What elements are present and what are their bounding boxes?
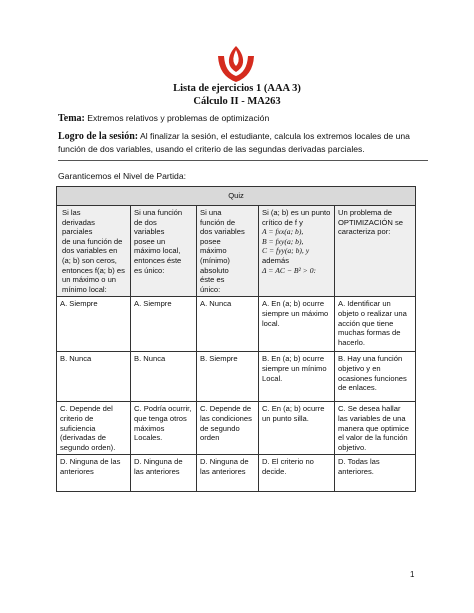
option-cell: B. En (a; b) ocurre siempre un mínimo Local. bbox=[259, 352, 335, 402]
answer-row-c bbox=[57, 402, 416, 455]
answer-row-a bbox=[57, 297, 416, 352]
question-row bbox=[57, 206, 416, 297]
option-cell: D. Todas las anteriores. bbox=[335, 455, 416, 492]
option-cell: C. Depende del criterio de suficiencia (derivadas de segundo orden). bbox=[57, 402, 131, 455]
answer-row-d bbox=[57, 455, 416, 492]
course-title: Cálculo II - MA263 bbox=[193, 96, 281, 107]
option-cell: D. Ninguna de las anteriores bbox=[197, 455, 259, 492]
document-title: Lista de ejercicios 1 (AAA 3) bbox=[173, 83, 301, 94]
quiz-table bbox=[56, 186, 416, 492]
question-1: Si las derivadas parciales de una función de dos variables en (a; b) son ceros, entonces f(a; b) es un máximo o un mínimo local: bbox=[57, 206, 131, 297]
option-cell: D. El criterio no decide. bbox=[259, 455, 335, 492]
intro-text: Garanticemos el Nivel de Partida: bbox=[58, 171, 187, 181]
tema-label: Tema: bbox=[58, 113, 85, 124]
tema-paragraph bbox=[58, 112, 428, 125]
page-number: 1 bbox=[410, 570, 415, 579]
option-cell: A. En (a; b) ocurre siempre un máximo local. bbox=[259, 297, 335, 352]
option-cell: C. Depende de las condiciones de segundo orden bbox=[197, 402, 259, 455]
option-cell: A. Siempre bbox=[57, 297, 131, 352]
option-cell: A. Siempre bbox=[131, 297, 197, 352]
question-4: Si (a; b) es un punto crítico de f y A = fxx(a; b), B = fxy(a; b), C = fyy(a; b), y además Δ = AC − B² > 0: bbox=[259, 206, 335, 297]
option-cell: D. Ninguna de las anteriores bbox=[57, 455, 131, 492]
option-cell: D. Ninguna de las anteriores bbox=[131, 455, 197, 492]
question-5: Un problema de OPTIMIZACIÓN se caracteriza por: bbox=[335, 206, 416, 297]
university-logo bbox=[214, 42, 258, 86]
question-3: Si una función de dos variables posee máximo (mínimo) absoluto éste es único: bbox=[197, 206, 259, 297]
option-cell: A. Identificar un objeto o realizar una acción que tiene muchas formas de hacerlo. bbox=[335, 297, 416, 352]
option-cell: B. Hay una función objetivo y en ocasiones funciones de enlaces. bbox=[335, 352, 416, 402]
tema-text: Extremos relativos y problemas de optimización bbox=[84, 113, 270, 123]
logro-text: Al finalizar la sesión, el estudiante, calcula los extremos locales de una función de dos variables, usando el criterio de las segundas derivadas parciales. bbox=[58, 131, 410, 154]
section-divider bbox=[58, 160, 428, 161]
option-cell: C. En (a; b) ocurre un punto silla. bbox=[259, 402, 335, 455]
option-cell: B. Nunca bbox=[131, 352, 197, 402]
option-cell: A. Nunca bbox=[197, 297, 259, 352]
question-2: Si una función de dos variables posee un máximo local, entonces éste es único: bbox=[131, 206, 197, 297]
answer-row-b bbox=[57, 352, 416, 402]
option-cell: C. Se desea hallar las variables de una manera que optimice el valor de la función objetivo. bbox=[335, 402, 416, 455]
logro-paragraph bbox=[58, 130, 428, 156]
quiz-title: Quiz bbox=[57, 187, 416, 206]
logro-label: Logro de la sesión: bbox=[58, 131, 139, 142]
option-cell: B. Siempre bbox=[197, 352, 259, 402]
option-cell: B. Nunca bbox=[57, 352, 131, 402]
option-cell: C. Podría ocurrir, que tenga otros máximos Locales. bbox=[131, 402, 197, 455]
